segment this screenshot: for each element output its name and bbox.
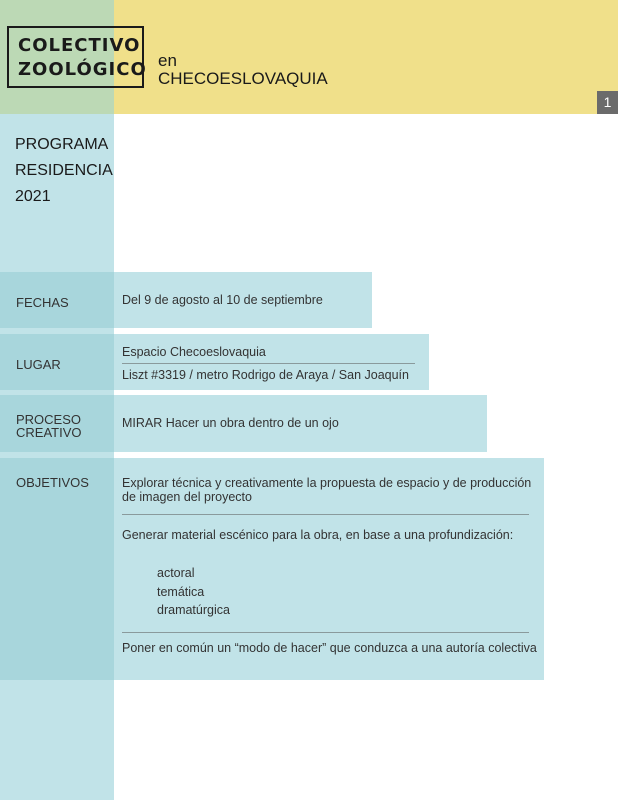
fechas-value: Del 9 de agosto al 10 de septiembre — [122, 293, 323, 307]
lugar-address: Liszt #3319 / metro Rodrigo de Araya / San Joaquín — [122, 368, 409, 382]
program-title — [15, 132, 113, 210]
objetivos-item-1-line-2: de imagen del proyecto — [122, 490, 252, 504]
objetivos-label: OBJETIVOS — [16, 475, 89, 490]
fechas-section — [0, 272, 372, 328]
proceso-label-line-2: CREATIVO — [16, 425, 82, 440]
objetivos-sub-item: actoral — [157, 566, 195, 580]
proceso-label-line-1: PROCESO — [16, 412, 82, 427]
brand-suffix-line-1: en — [158, 51, 177, 70]
logo-line-1: COLECTIVO — [18, 35, 141, 56]
lugar-venue: Espacio Checoeslovaquia — [122, 345, 266, 359]
objetivos-sub-item: dramatúrgica — [157, 603, 230, 617]
objetivos-item-3: Poner en común un “modo de hacer” que conduzca a una autoría colectiva — [122, 641, 537, 655]
brand-logo — [7, 26, 147, 88]
fechas-label: FECHAS — [16, 295, 69, 310]
brand-suffix — [158, 52, 328, 88]
program-title-line-1: PROGRAMA — [15, 136, 109, 153]
page-number: 1 — [597, 91, 618, 114]
lugar-label: LUGAR — [16, 357, 61, 372]
objetivos-item-1-line-1: Explorar técnica y creativamente la propuesta de espacio y de producción — [122, 476, 532, 490]
brand-suffix-line-2: CHECOESLOVAQUIA — [158, 69, 328, 88]
lugar-section — [0, 334, 429, 390]
lugar-divider — [122, 363, 415, 364]
objetivos-divider-2 — [122, 632, 529, 633]
objetivos-item-2: Generar material escénico para la obra, en base a una profundización: — [122, 528, 514, 542]
objetivos-section — [0, 458, 544, 680]
side-column — [0, 114, 114, 800]
logo-line-2: ZOOLÓGICO — [18, 59, 147, 80]
program-title-line-3: 2021 — [15, 188, 51, 205]
objetivos-sub-item: temática — [157, 585, 205, 599]
proceso-value: MIRAR Hacer un obra dentro de un ojo — [122, 416, 339, 430]
objetivos-label-box — [0, 458, 114, 680]
objetivos-divider-1 — [122, 514, 529, 515]
proceso-section — [0, 395, 487, 452]
program-title-line-2: RESIDENCIA — [15, 162, 113, 179]
